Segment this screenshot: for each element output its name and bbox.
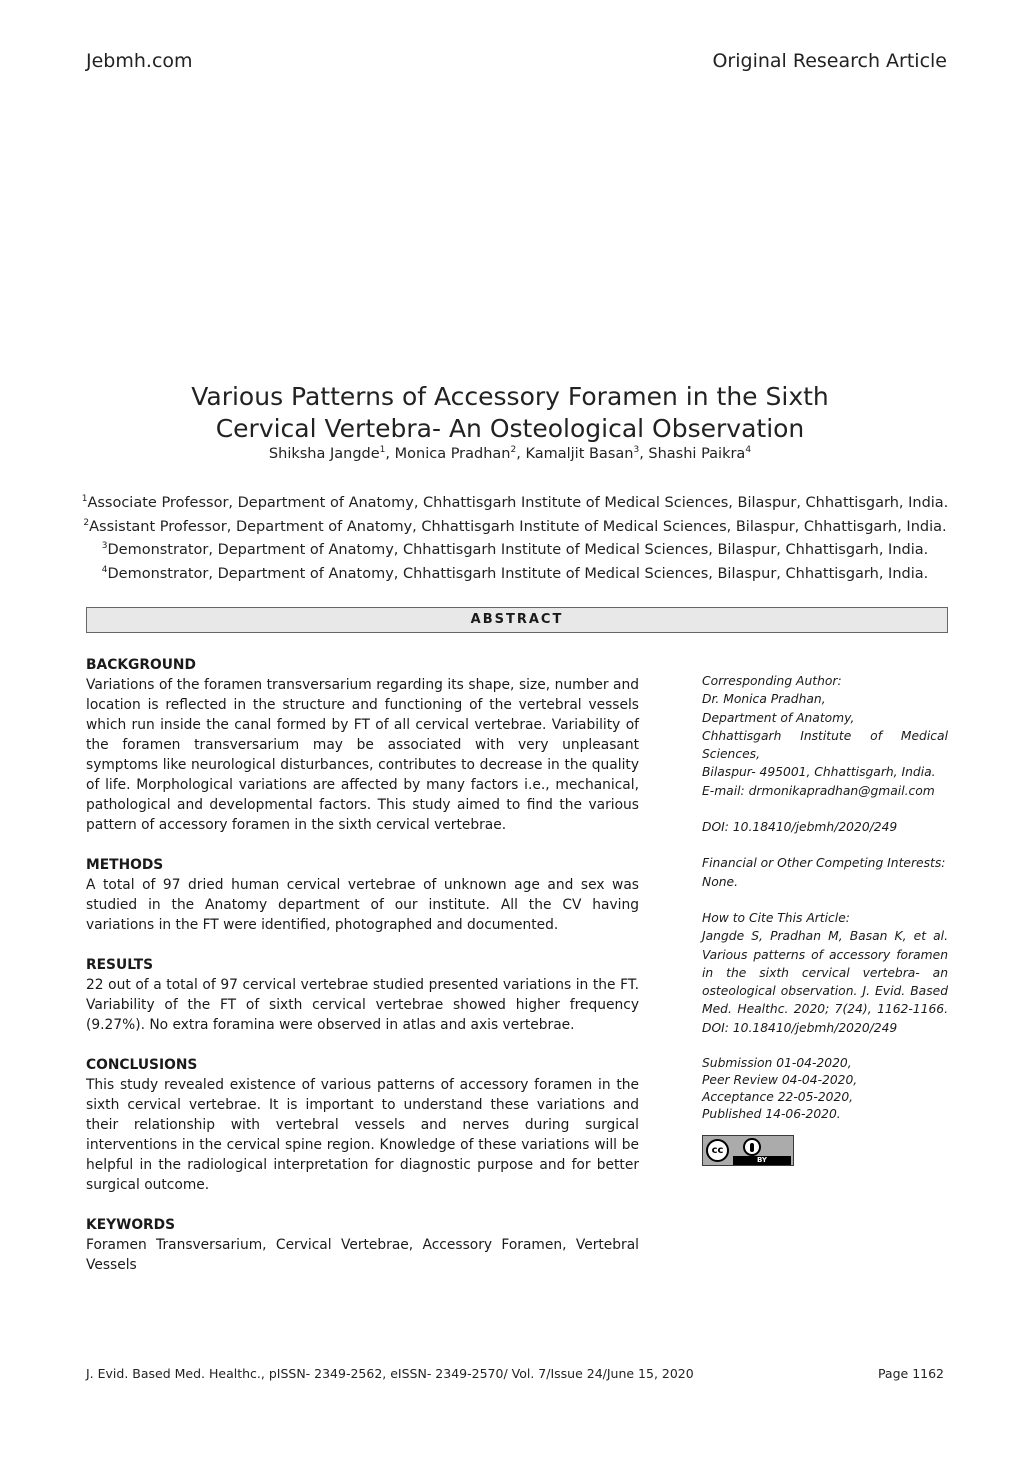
affiliation-sup: 1 [81,494,88,505]
affiliation [40,492,990,516]
section-heading: KEYWORDS [86,1217,176,1233]
section-heading: CONCLUSIONS [86,1057,198,1073]
section-background [86,655,639,835]
competing-value: None. [702,874,738,889]
section-results [86,955,639,1035]
submission-date: Submission 01-04-2020, [702,1056,852,1071]
by-label: BY [733,1156,791,1165]
article-type: Original Research Article [712,50,947,72]
article-title [0,381,1020,445]
section-text: Foramen Transversarium, Cervical Vertebrae, Accessory Foramen, Vertebral Vessels [86,1237,639,1273]
affiliation-sup: 4 [101,564,108,575]
published-date: Published 14-06-2020. [702,1107,841,1122]
affiliation-text: Associate Professor, Department of Anatomy, Chhattisgarh Institute of Medical Sciences, Bilaspur, Chhattisgarh, India. [87,495,949,511]
how-to-cite [702,909,948,1037]
attribution-icon [743,1138,761,1156]
affiliation-sup: 3 [101,541,108,552]
affiliation [40,539,990,563]
article-info-sidebar [702,672,948,1166]
cite-label: How to Cite This Article: [702,910,850,925]
author-sup: 1 [379,445,386,456]
author-sup: 3 [633,445,640,456]
page-number: Page 1162 [877,1366,944,1381]
affiliation-text: Assistant Professor, Department of Anatomy, Chhattisgarh Institute of Medical Sciences, Bilaspur, Chhattisgarh, India. [89,518,947,535]
author-sup: 4 [745,445,752,456]
section-conclusions [86,1055,639,1195]
author-name: Monica Pradhan [394,446,511,462]
corresponding-inst: Chhattisgarh Institute of Medical Sciences, [702,728,948,762]
author-sup: 2 [510,445,517,456]
corresponding-dept: Department of Anatomy, [702,710,855,725]
affiliation [40,563,990,587]
section-methods [86,855,639,935]
competing-interests [702,854,948,891]
corresponding-city: Bilaspur- 495001, Chhattisgarh, India. [702,765,936,780]
author-name: Kamaljit Basan [525,446,634,462]
section-text: This study revealed existence of various patterns of accessory foramen in the sixth cervical vertebrae. It is important to understand these variations and their relationship with vertebral vessels and nerves during surgical interventions in the cervical spine region. Knowledge of these variations will be helpful in the radiological interpretation for diagnostic purpose and for better surgical outcome. [86,1077,639,1193]
peer-review-date: Peer Review 04-04-2020, [702,1073,858,1088]
author-list: Shiksha Jangde$^1$, Monica Pradhan$^2$, Kamaljit Basan$^3$, Shashi Paikra$^4$ [268,445,752,462]
cite-text: Jangde S, Pradhan M, Basan K, et al. Various patterns of accessory foramen in the sixth cervical vertebra- an osteological observation. J. Evid. Based Med. Healthc. 2020; 7(24), 1162-1166. DOI: 10.18410/jebmh/2020/249 [702,929,948,1035]
section-text: 22 out of a total of 97 cervical vertebrae studied presented variations in the FT. Variability of the FT of sixth cervical vertebrae showed higher frequency (9.27%). No extra foramina were observed in atlas and axis vertebrae. [86,977,639,1033]
section-keywords [86,1215,639,1275]
competing-label: Financial or Other Competing Interests: [702,856,946,871]
title-line-1: Various Patterns of Accessory Foramen in the Sixth [191,381,829,411]
footer-citation: J. Evid. Based Med. Healthc., pISSN- 2349-2562, eISSN- 2349-2570/ Vol. 7/Issue 24/June 15, 2020 [86,1366,694,1381]
section-text: Variations of the foramen transversarium regarding its shape, size, number and location is reflected in the structure and functioning of the vertebral vessels which run inside the canal formed by FT of all cervical vertebrae. Variability of the foramen transversarium may be associated with very unpleasant symptoms like neurological disturbances, contributes to decrease in the quality of life. Morphological variations are affected by many factors i.e., mechanical, pathological and developmental factors. This study aimed to find the various pattern of accessory foramen in the sixth cervical vertebrae. [86,677,639,833]
abstract-banner: ABSTRACT [86,607,948,633]
section-heading: BACKGROUND [86,657,196,673]
publication-dates [702,1055,948,1123]
cc-icon: cc [706,1139,729,1162]
corresponding-name: Dr. Monica Pradhan, [702,692,826,707]
title-line-2: Cervical Vertebra- An Osteological Observation [215,413,805,443]
author-name: Shiksha Jangde [268,446,380,462]
section-heading: RESULTS [86,957,154,973]
affiliation [40,516,990,540]
section-heading: METHODS [86,857,164,873]
corresponding-label: Corresponding Author: [702,674,842,688]
affiliation-text: Demonstrator, Department of Anatomy, Chhattisgarh Institute of Medical Sciences, Bilaspur, Chhattisgarh, India. [107,542,929,558]
affiliations [40,492,990,586]
doi[interactable]: DOI: 10.18410/jebmh/2020/249 [702,820,898,835]
corresponding-author [702,672,948,800]
affiliation-text: Demonstrator, Department of Anatomy, Chhattisgarh Institute of Medical Sciences, Bilaspur, Chhattisgarh, India. [107,565,929,582]
corresponding-email[interactable]: E-mail: drmonikapradhan@gmail.com [702,783,935,798]
affiliation-sup: 2 [83,517,90,528]
author-name: Shashi Paikra [648,446,746,462]
journal-site: Jebmh.com [86,50,193,72]
cc-by-license-badge[interactable] [702,1135,794,1166]
abstract-body [86,655,639,1295]
section-text: A total of 97 dried human cervical vertebrae of unknown age and sex was studied in the Anatomy department of our institute. All the CV having variations in the FT were identified, photographed and documented. [86,877,639,933]
acceptance-date: Acceptance 22-05-2020, [702,1090,854,1105]
